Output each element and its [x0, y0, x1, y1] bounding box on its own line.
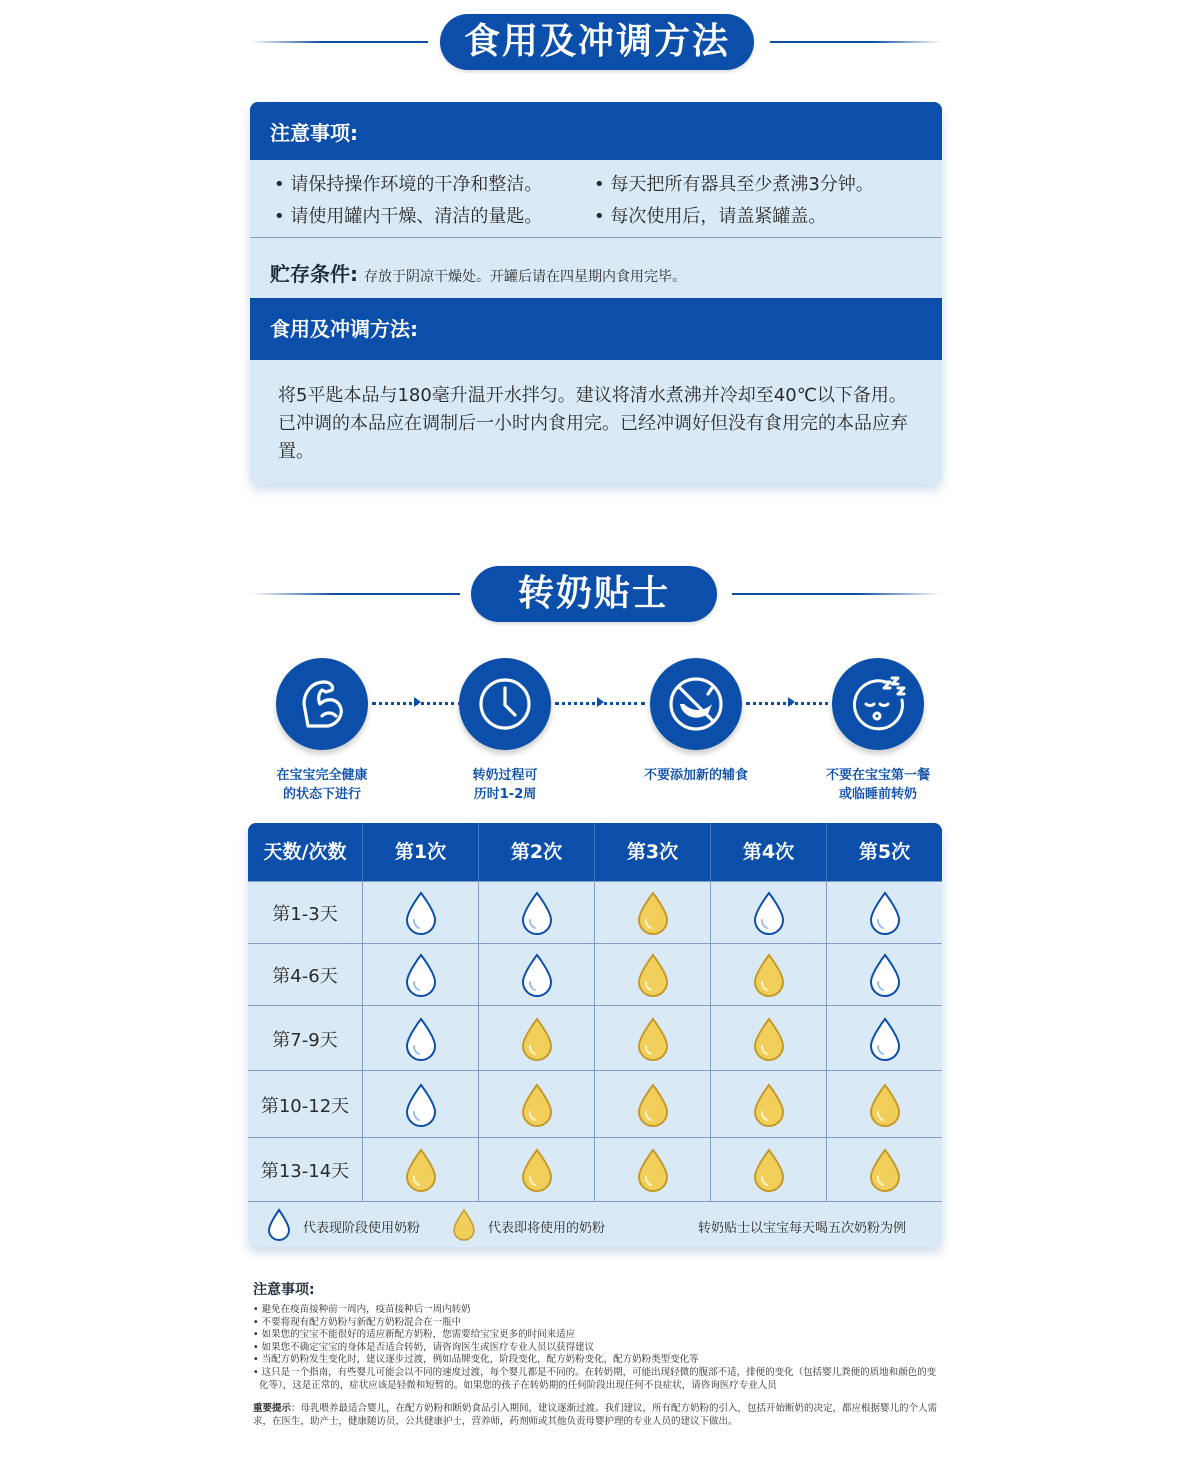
new-milk-drop-icon: [751, 952, 787, 998]
transition-schedule-table: [248, 823, 942, 1247]
transition-steps: [250, 658, 942, 808]
current-milk-drop-icon: [519, 952, 555, 998]
current-milk-cell: [363, 1071, 479, 1138]
current-milk-cell: [827, 944, 942, 1006]
header-line-left: [250, 41, 428, 43]
new-milk-cell: [711, 1006, 827, 1071]
header-line-right: [770, 41, 942, 43]
current-milk-drop-icon: [519, 890, 555, 936]
new-milk-drop-icon: [519, 1147, 555, 1193]
important-tip: [253, 1402, 943, 1428]
current-milk-drop-icon: [867, 890, 903, 936]
table-row: [248, 943, 942, 1005]
notice-title-bar: [250, 102, 942, 160]
new-milk-cell: [595, 1071, 711, 1138]
table-header-cell: 天数/次数: [248, 823, 363, 881]
current-milk-drop-icon: [867, 952, 903, 998]
table-header: [248, 823, 942, 881]
notice-title: 注意事项:: [270, 121, 358, 145]
bullet-item: • 请使用罐内干燥、清洁的量匙。: [274, 206, 543, 227]
new-milk-drop-icon: [519, 1082, 555, 1128]
table-header-cell: 第3次: [595, 823, 711, 881]
new-milk-drop-icon: [635, 1082, 671, 1128]
tip-text: ：母乳喂养最适合婴儿，在配方奶粉和断奶食品引入期间，建议逐渐过渡。我们建议，所有配方奶粉的引入，包括开始断奶的决定，都应根据婴儿的个人需求，在医生，助产士，健康随访员，公共健康护士，营养师，药剂师或其他负责母婴护理的专业人员的建议下做出。: [253, 1403, 938, 1428]
current-milk-cell: [479, 944, 595, 1006]
legend-note: 转奶贴士以宝宝每天喝五次奶粉为例: [698, 1221, 907, 1236]
row-label: 第4-6天: [248, 944, 363, 1006]
new-milk-drop-icon: [451, 1208, 477, 1242]
legend-current: 代表现阶段使用奶粉: [303, 1221, 421, 1236]
table-header-cell: 第5次: [858, 841, 911, 863]
table-header-cell: 第4次: [711, 823, 827, 881]
new-milk-cell: [827, 1138, 942, 1202]
tip-label: 重要提示: [253, 1403, 292, 1415]
new-milk-drop-icon: [867, 1147, 903, 1193]
current-milk-drop-icon: [403, 1082, 439, 1128]
step-label: 转奶过程可 历时1-2周: [472, 768, 538, 802]
header-line-right: [732, 593, 942, 595]
new-milk-drop-icon: [403, 1147, 439, 1193]
method-text: 将5平匙本品与180毫升温开水拌匀。建议将清水煮沸并冷却至40℃以下备用。已冲调的本品应在调制后一小时内食用完。已经冲调好但没有食用完的本品应弃置。: [278, 385, 908, 462]
notes-list: [253, 1304, 943, 1392]
table-header-cell: 第2次: [479, 823, 595, 881]
new-milk-drop-icon: [751, 1016, 787, 1062]
notice-bullets: [274, 170, 934, 234]
section-header-transition-tips: [0, 566, 1200, 622]
current-milk-cell: [827, 882, 942, 944]
row-label: 第1-3天: [248, 882, 363, 944]
bullet-item: • 每次使用后，请盖紧罐盖。: [594, 206, 827, 227]
row-label: 第7-9天: [248, 1006, 363, 1071]
table-row: [248, 1005, 942, 1070]
row-label: 第13-14天: [248, 1138, 363, 1202]
step-connector: [372, 702, 462, 708]
section-header-preparation: [0, 14, 1200, 70]
notes-section: [253, 1279, 943, 1428]
current-milk-cell: [827, 1006, 942, 1071]
step-connector: [555, 702, 645, 708]
section-title-transition-tips: 转奶贴士: [471, 566, 717, 622]
current-milk-drop-icon: [266, 1208, 292, 1242]
method-title: 食用及冲调方法:: [270, 317, 418, 341]
table-row: [248, 1137, 942, 1201]
new-milk-drop-icon: [751, 1147, 787, 1193]
bullet-item: • 每天把所有器具至少煮沸3分钟。: [594, 174, 874, 195]
new-milk-cell: [479, 1138, 595, 1202]
table-header-cell: 第1次: [363, 823, 479, 881]
note-item: • 避免在疫苗接种前一周内，疫苗接种后一周内转奶: [253, 1304, 471, 1315]
new-milk-cell: [711, 1071, 827, 1138]
new-milk-drop-icon: [635, 890, 671, 936]
new-milk-cell: [479, 1006, 595, 1071]
notes-title: 注意事项:: [253, 1282, 315, 1298]
instructions-card: [250, 102, 942, 484]
current-milk-drop-icon: [403, 890, 439, 936]
storage-label: 贮存条件:: [270, 262, 358, 286]
new-milk-cell: [827, 1071, 942, 1138]
no-banana-icon: [650, 658, 742, 750]
new-milk-drop-icon: [635, 1016, 671, 1062]
new-milk-drop-icon: [635, 1147, 671, 1193]
new-milk-drop-icon: [635, 952, 671, 998]
step-connector: [746, 702, 836, 708]
new-milk-cell: [595, 882, 711, 944]
step-label: 在宝宝完全健康 的状态下进行: [276, 768, 368, 802]
legend-new: 代表即将使用的奶粉: [488, 1221, 606, 1236]
current-milk-cell: [363, 1006, 479, 1071]
storage-conditions: [270, 258, 686, 287]
note-item: • 如果您的宝宝不能很好的适应新配方奶粉，您需要给宝宝更多的时间来适应: [253, 1329, 576, 1341]
note-item: • 当配方奶粉发生变化时，建议逐步过渡，例如品牌变化，阶段变化，配方奶粉变化，配方奶粉类型变化等: [253, 1354, 699, 1366]
current-milk-cell: [711, 882, 827, 944]
current-milk-drop-icon: [403, 1016, 439, 1062]
clock-icon: [459, 658, 551, 750]
note-item: • 不要将现有配方奶粉与新配方奶粉混合在一瓶中: [253, 1316, 462, 1328]
section-title-preparation: 食用及冲调方法: [440, 14, 754, 70]
new-milk-drop-icon: [867, 1082, 903, 1128]
note-item: • 如果您不确定宝宝的身体是否适合转奶，请咨询医生或医疗专业人员以获得建议: [253, 1341, 595, 1353]
new-milk-cell: [479, 1071, 595, 1138]
new-milk-cell: [595, 944, 711, 1006]
new-milk-drop-icon: [519, 1016, 555, 1062]
new-milk-drop-icon: [751, 1082, 787, 1128]
current-milk-cell: [363, 882, 479, 944]
table-legend: [248, 1201, 942, 1247]
current-milk-cell: [363, 944, 479, 1006]
muscle-arm-icon: [276, 658, 368, 750]
note-item: • 这只是一个指南，有些婴儿可能会以不同的速度过渡，每个婴儿都是不同的。在转奶期，可能出现轻微的腹部不适，排便的变化（包括婴儿粪便的质地和颜色的变化等），这是正常的，症状应该是轻微和短暂的。如果您的孩子在转奶期的任何阶段出现任何不良症状，请咨询医疗专业人员: [253, 1366, 937, 1391]
new-milk-cell: [595, 1138, 711, 1202]
header-line-left: [250, 593, 460, 595]
bullet-item: • 请保持操作环境的干净和整洁。: [274, 174, 543, 195]
new-milk-cell: [363, 1138, 479, 1202]
method-title-bar: [250, 298, 942, 360]
table-row: [248, 1070, 942, 1137]
new-milk-cell: [595, 1006, 711, 1071]
new-milk-cell: [711, 1138, 827, 1202]
new-milk-cell: [711, 944, 827, 1006]
step-label: 不要在宝宝第一餐 或临睡前转奶: [825, 768, 930, 802]
table-row: [248, 881, 942, 943]
current-milk-drop-icon: [867, 1016, 903, 1062]
storage-text: 存放于阴凉干燥处。开罐后请在四星期内食用完毕。: [364, 269, 686, 285]
step-label: 不要添加新的辅食: [643, 768, 748, 783]
sleeping-face-icon: [832, 658, 924, 750]
row-label: 第10-12天: [248, 1071, 363, 1138]
divider: [250, 237, 942, 238]
current-milk-cell: [479, 882, 595, 944]
current-milk-drop-icon: [751, 890, 787, 936]
current-milk-drop-icon: [403, 952, 439, 998]
